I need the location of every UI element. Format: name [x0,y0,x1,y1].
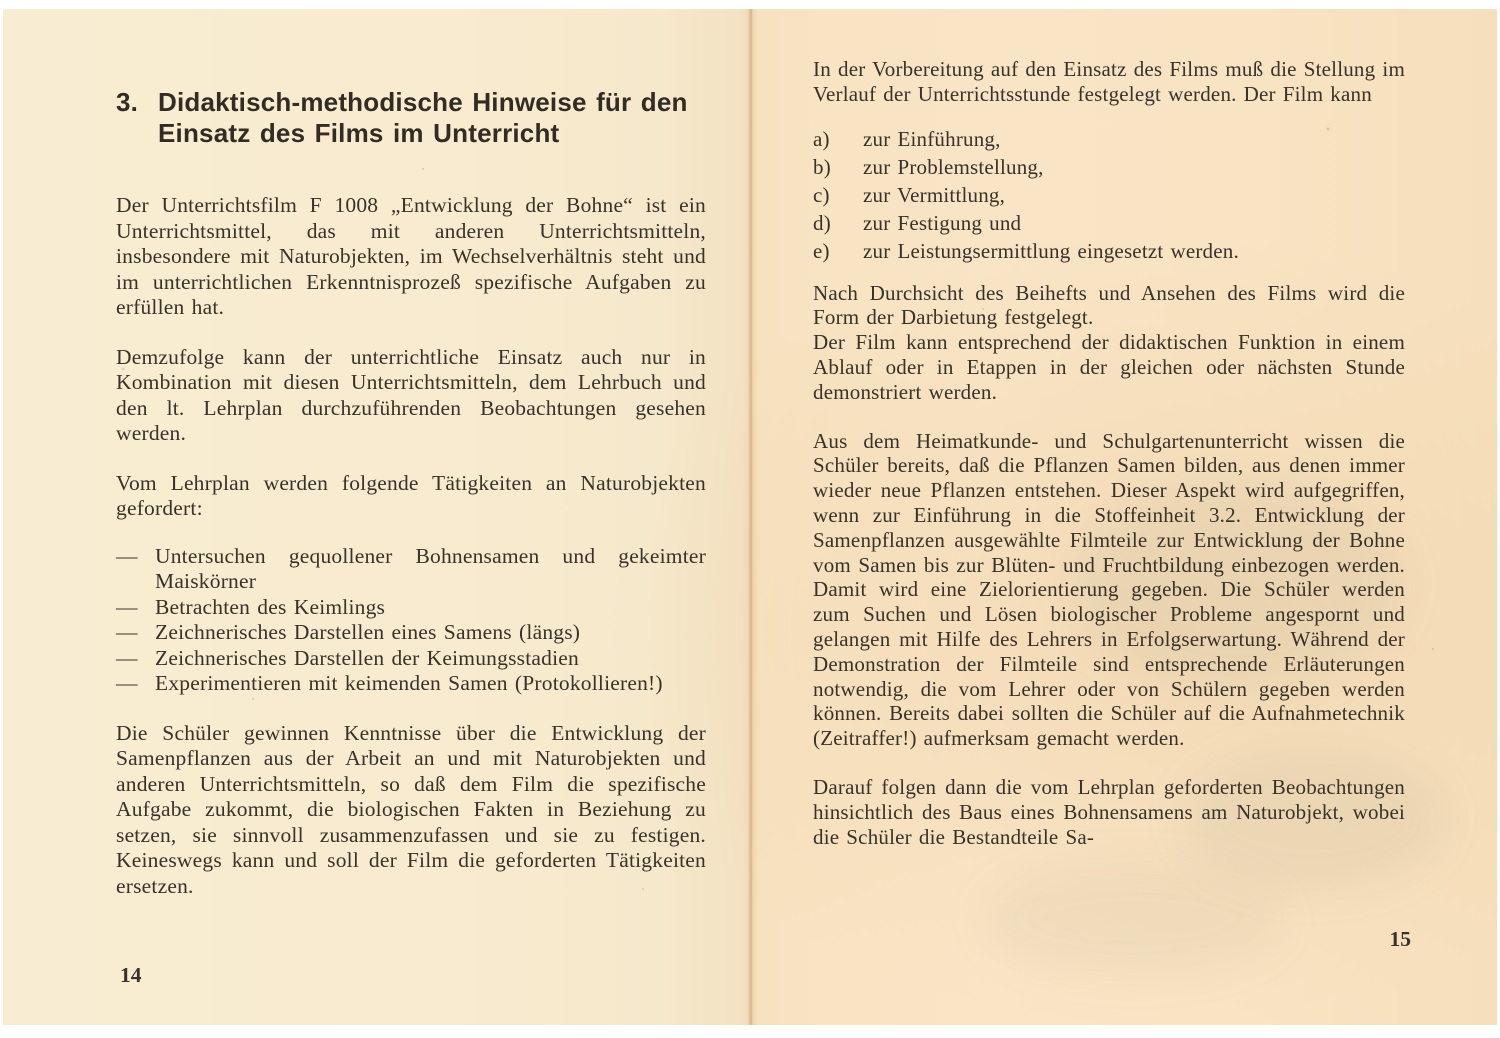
section-title-line2: Einsatz des Films im Unterricht [158,118,560,148]
list-item-text: Zeichnerisches Darstellen der Keimungsstadien [155,645,579,670]
list-item-text: Zeichnerisches Darstellen eines Samens (längs) [155,620,581,644]
paragraph-film-intro: Der Unterrichtsfilm F 1008 „Entwicklung der Bohne“ ist ein Unterrichtsmittel, das mit anderen Unterrichtsmitteln, insbesondere mit Naturobjekten, im Wechselverhältnis steht und im unterrichtlichen Erkenntnisprozeß spezifische Aufgaben zu erfüllen hat. [116,193,706,319]
list-item [116,595,706,621]
dash-marker: — [116,645,138,670]
list-item-text: zur Problemstellung, [863,154,1044,179]
list-item-text: Betrachten des Keimlings [155,594,386,619]
list-item [813,209,1405,237]
section-number: 3. [116,87,139,117]
letter-marker: c) [813,182,830,207]
list-item-text: zur Festigung und [863,210,1022,235]
list-item [813,153,1405,181]
paragraph-vorbereitung: In der Vorbereitung auf den Einsatz des Films muß die Stellung im Verlauf der Unterrichtsstunde festgelegt werden. Der Film kann [813,57,1405,106]
list-item [813,125,1405,153]
list-item-text: Experimentieren mit keimenden Samen (Protokollieren!) [155,671,663,695]
paragraph-ablauf: Der Film kann entsprechend der didaktischen Funktion in einem Ablauf oder in Etappen in der gleichen oder nächsten Stunde demonstriert werden. [813,330,1405,404]
list-item-text: zur Einführung, [863,126,1001,151]
letter-marker: b) [813,154,831,179]
list-item [116,671,706,697]
section-title [158,87,688,149]
right-page [813,57,1405,873]
list-item [813,237,1405,265]
paragraph-heimatkunde: Aus dem Heimatkunde- und Schulgartenunterricht wissen die Schüler bereits, daß die Pflanzen Samen bilden, aus denen immer wieder neue Pflanzen entstehen. Dieser Aspekt wird aufgegriffen, wenn zur Einführung in die Stoffeinheit 3.2. Entwicklung der Samenpflanzen ausgewählte Filmteile zur Entwicklung der Bohne vom Samen bis zur Blüten- und Fruchtbildung einbezogen werden. Damit wird eine Zielorientierung gegeben. Die Schüler werden zum Suchen und Lösen biologischer Probleme angespornt und gelangen mit Hilfe des Lehrers in Erfolgserwartung. Während der Demonstration der Filmteile sind entsprechende Erläuterungen notwendig, die vom Lehrer oder von Schülern gegeben werden können. Bereits dabei sollten die Schüler auf die Aufnahmetechnik (Zeitraffer!) aufmerksam gemacht werden. [813,428,1405,751]
paragraph-schueler: Die Schüler gewinnen Kenntnisse über die Entwicklung der Samenpflanzen aus der Arbeit an und mit Naturobjekten und anderen Unterrichtsmitteln, so daß dem Film die spezifische Aufgabe zukommt, die biologischen Fakten in Beziehung zu setzen, sie sinnvoll zusammenzufassen und sie zu festigen. Keineswegs kann und soll der Film die geforderten Tätigkeiten ersetzen. [116,720,706,898]
list-item [116,646,706,672]
dash-marker: — [116,543,138,568]
paragraph-darauf: Darauf folgen dann die vom Lehrplan geforderten Beobachtungen hinsichtlich des Baus eines Bohnensamens am Naturobjekt, wobei die Schüler die Bestandteile Sa- [813,774,1405,849]
list-item-text: zur Leistungsermittlung eingesetzt werden. [863,238,1239,263]
dash-marker: — [116,671,138,695]
letter-marker: a) [813,126,830,151]
dash-marker: — [116,620,138,644]
list-item [116,620,706,646]
paragraph-list-intro: Vom Lehrplan werden folgende Tätigkeiten an Naturobjekten gefordert: [116,470,706,520]
letter-marker: d) [813,210,831,235]
section-title-line1: Didaktisch-methodische Hinweise für den [158,87,688,117]
left-page [116,87,706,923]
paper-spread [3,9,1497,1025]
list-item-text: zur Vermittlung, [863,182,1006,207]
list-item [116,544,706,595]
page-number-left: 14 [120,963,142,987]
list-item-text: Untersuchen gequollener Bohnensamen und gekeimter Maiskörner [155,543,706,593]
paper-smudge [983,864,1283,974]
center-fold-crease [743,9,759,1025]
paragraph-durchsicht: Nach Durchsicht des Beihefts und Ansehen des Films wird die Form der Darbietung festgelegt. [813,280,1405,330]
section-heading [116,87,706,149]
list-item [813,181,1405,209]
activity-list [116,544,706,697]
page-number-right: 15 [1389,927,1411,951]
paragraph-kombination: Demzufolge kann der unterrichtliche Einsatz auch nur in Kombination mit diesen Unterrichtsmitteln, dem Lehrbuch und den lt. Lehrplan durchzuführenden Beobachtungen gesehen werden. [116,344,706,445]
einsatz-list [813,125,1405,265]
dash-marker: — [116,594,138,619]
letter-marker: e) [813,238,830,263]
